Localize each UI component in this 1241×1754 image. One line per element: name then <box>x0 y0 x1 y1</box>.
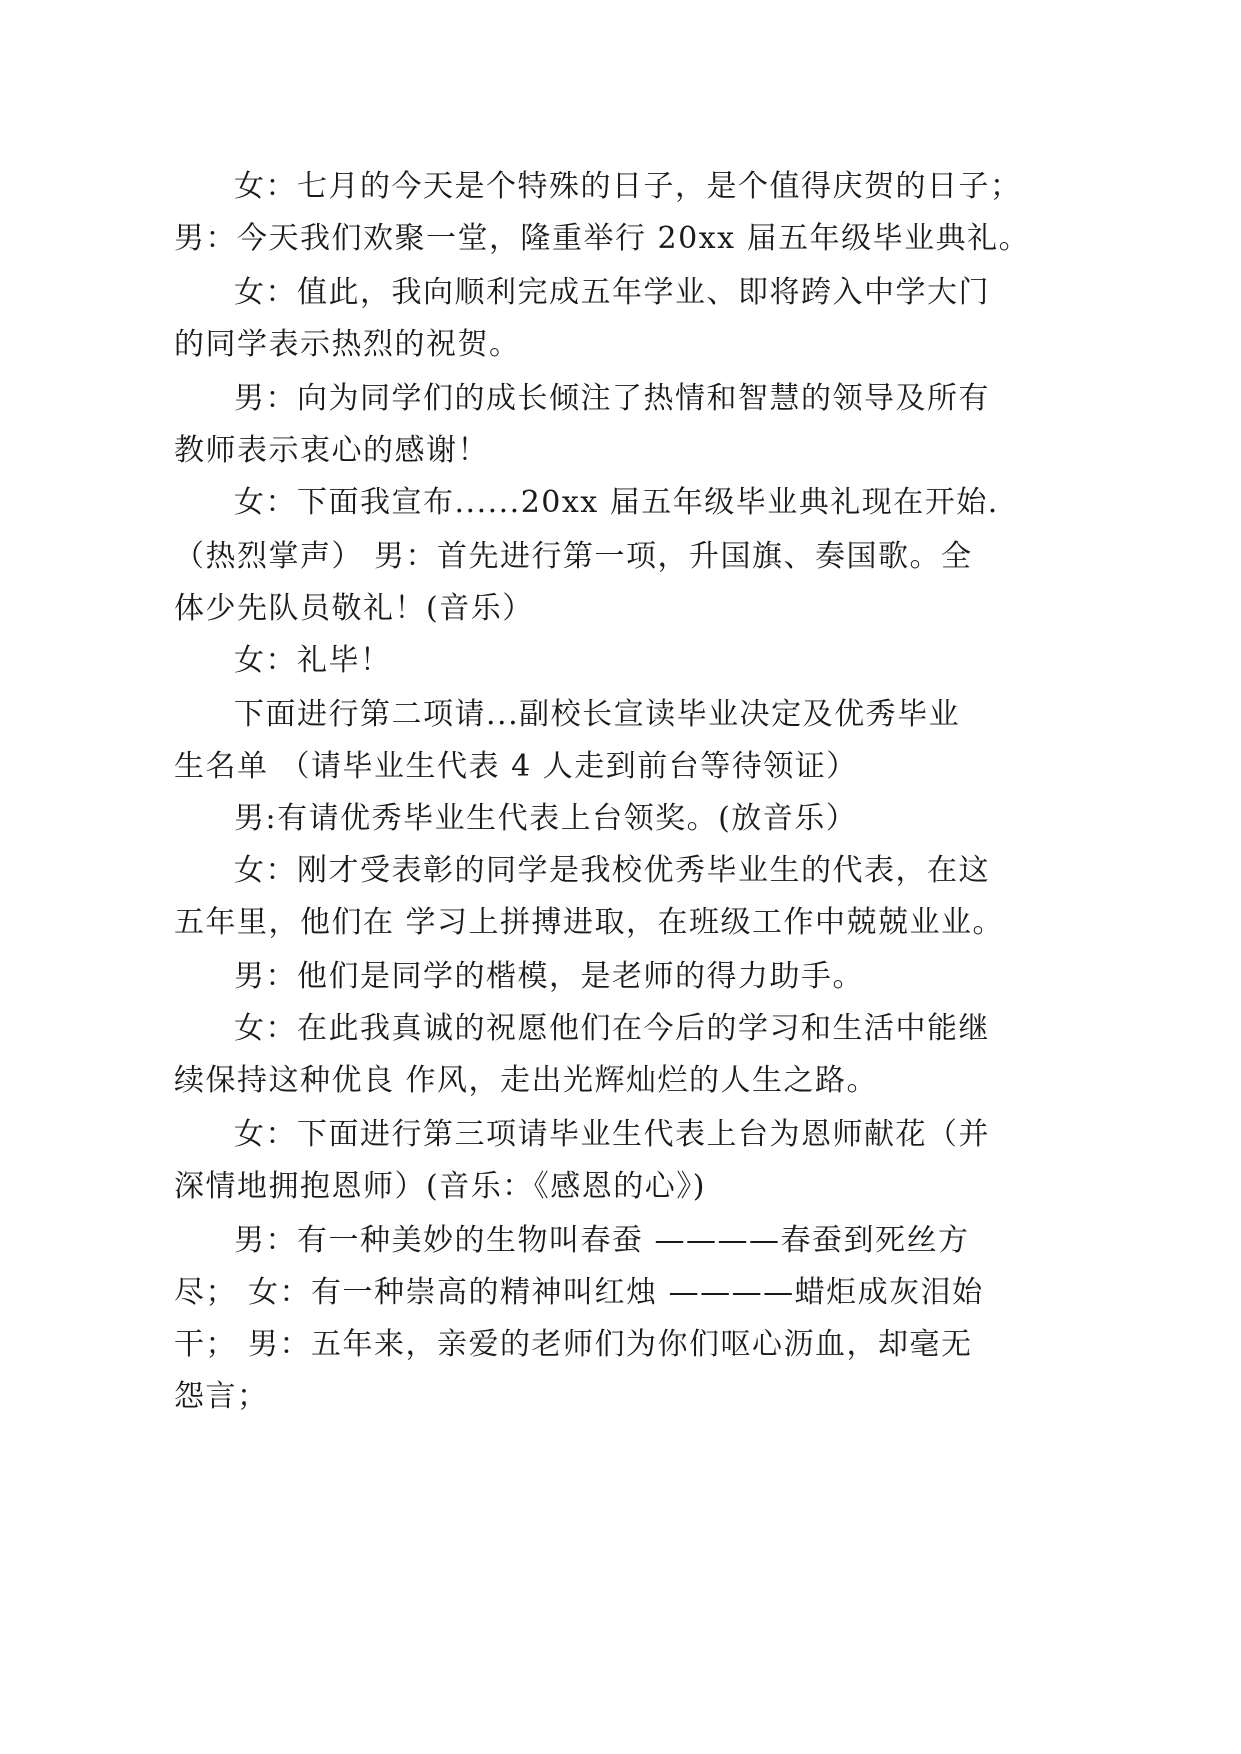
text-line: 尽； 女：有一种崇高的精神叫红烛 ————蜡炬成灰泪始 <box>174 1275 984 1310</box>
text-line: 男：向为同学们的成长倾注了热情和智慧的领导及所有 <box>234 381 990 416</box>
text-line: 女：下面我宣布......20xx 届五年级毕业典礼现在开始. <box>234 485 999 520</box>
text-line: 深情地拥抱恩师）(音乐：《感恩的心》) <box>174 1169 706 1204</box>
text-line: 男:有请优秀毕业生代表上台领奖。(放音乐） <box>234 801 858 836</box>
text-line: 下面进行第二项请...副校长宣读毕业决定及优秀毕业 <box>234 697 961 732</box>
text-line: 五年里，他们在 学习上拼搏进取，在班级工作中兢兢业业。 <box>174 905 1005 940</box>
text-line: 怨言； <box>174 1379 269 1414</box>
text-line: 教师表示衷心的感谢！ <box>174 433 489 468</box>
text-line: 女：下面进行第三项请毕业生代表上台为恩师献花（并 <box>234 1117 990 1152</box>
text-line: 女：刚才受表彰的同学是我校优秀毕业生的代表，在这 <box>234 853 990 888</box>
text-line: 女：礼毕！ <box>234 643 392 678</box>
text-line: 女：值此，我向顺利完成五年学业、即将跨入中学大门 <box>234 275 990 310</box>
text-line: 女：在此我真诚的祝愿他们在今后的学习和生活中能继 <box>234 1011 990 1046</box>
text-line: 干； 男：五年来，亲爱的老师们为你们呕心沥血，却毫无 <box>174 1327 973 1362</box>
text-line: 男：今天我们欢聚一堂，隆重举行 20xx 届五年级毕业典礼。 <box>174 221 1031 256</box>
text-line: 男：他们是同学的楷模，是老师的得力助手。 <box>234 959 864 994</box>
text-line: 生名单 （请毕业生代表 4 人走到前台等待领证） <box>174 749 858 784</box>
text-line: 的同学表示热烈的祝贺。 <box>174 327 521 362</box>
text-line: 男：有一种美妙的生物叫春蚕 ————春蚕到死丝方 <box>234 1223 970 1258</box>
text-line: （热烈掌声） 男：首先进行第一项，升国旗、奏国歌。全 <box>174 539 973 574</box>
text-line: 体少先队员敬礼！(音乐） <box>174 591 534 626</box>
text-line: 续保持这种优良 作风，走出光辉灿烂的人生之路。 <box>174 1063 879 1098</box>
text-line: 女：七月的今天是个特殊的日子，是个值得庆贺的日子； <box>234 169 1022 204</box>
